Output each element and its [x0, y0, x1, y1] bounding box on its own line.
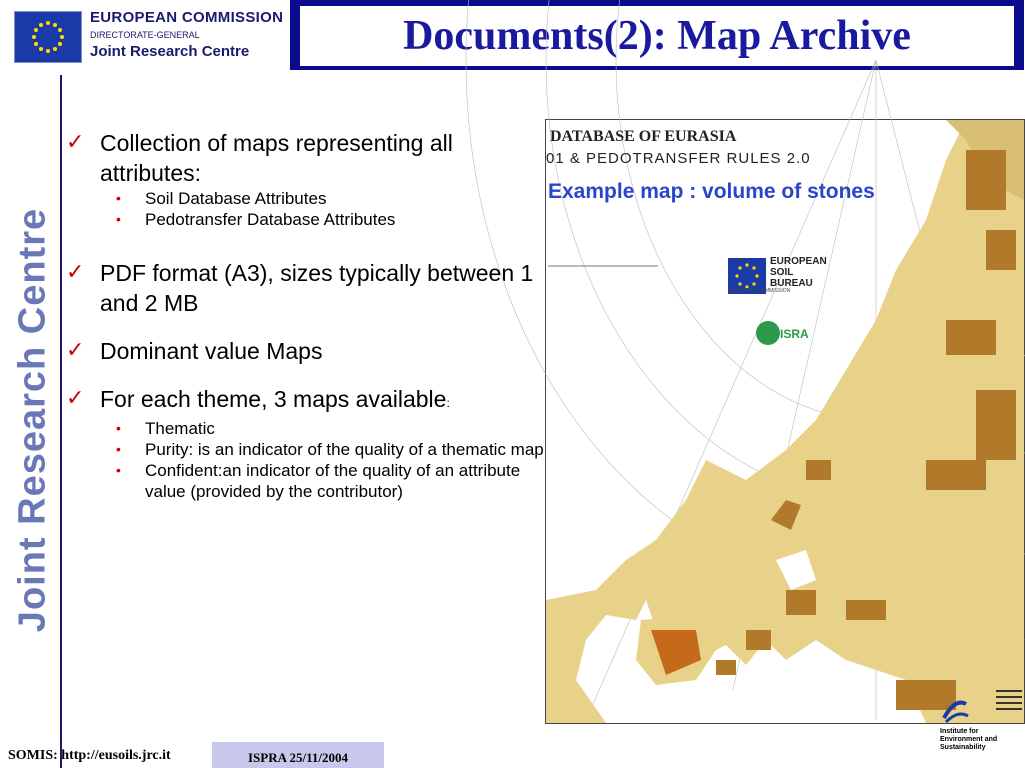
slide-header [0, 0, 1024, 70]
bullet-dot-icon: • [116, 441, 121, 457]
sub-list [66, 418, 544, 502]
org-jrc: Joint Research Centre [90, 43, 250, 60]
sub-item [116, 439, 544, 460]
bullet-dot-icon: • [116, 462, 121, 478]
bullet-suffix: : [446, 396, 450, 410]
ies-logo-icon [940, 696, 970, 724]
sub-item [116, 460, 544, 502]
sub-item [116, 188, 544, 209]
sub-item-text: Pedotransfer Database Attributes [145, 210, 396, 229]
sub-item-text: Thematic [145, 419, 215, 438]
sub-list [66, 188, 544, 230]
bullet-item [66, 336, 544, 366]
footer-date: ISPRA 25/11/2004 [247, 750, 349, 765]
isra-logo-icon [754, 318, 809, 348]
bullet-item [66, 384, 544, 418]
svg-text:ISRA: ISRA [780, 327, 809, 341]
side-divider [60, 75, 62, 768]
bullet-dot-icon: • [116, 211, 121, 227]
org-name: EUROPEAN COMMISSION [90, 9, 284, 26]
ec-logo-block [0, 0, 290, 70]
bullet-text: Dominant value Maps [100, 338, 323, 364]
sub-item [116, 209, 544, 230]
bullet-item [66, 128, 544, 188]
footer-url: SOMIS: http://eusoils.jrc.it [8, 748, 171, 763]
eu-flag-icon [14, 11, 82, 63]
org-directorate: DIRECTORATE-GENERAL [90, 30, 200, 40]
bullet-text: PDF format (A3), sizes typically between 1 and 2 MB [100, 260, 534, 316]
check-icon: ✓ [66, 130, 85, 155]
bullet-text: Collection of maps representing all attributes: [100, 130, 453, 186]
sub-item-text: Purity: is an indicator of the quality of a thematic map [145, 440, 544, 459]
bullet-list [66, 128, 544, 512]
map-caption: Example map : volume of stones [548, 180, 875, 203]
map-graphic [546, 120, 1024, 723]
check-icon: ✓ [66, 386, 85, 411]
ies-logo-text: Institute for Environment and Sustainability [940, 728, 998, 751]
slide-title: Documents(2): Map Archive [403, 13, 911, 59]
title-bar [290, 0, 1024, 70]
sub-item-text: Soil Database Attributes [145, 189, 327, 208]
bullet-dot-icon: • [116, 420, 121, 436]
bullet-item [66, 258, 544, 318]
map-title-line1: DATABASE OF EURASIA [550, 128, 737, 145]
map-title-line2: 01 & PEDOTRANSFER RULES 2.0 [546, 150, 811, 167]
bullet-text: For each theme, 3 maps available [100, 386, 447, 412]
footer-date-box [212, 742, 384, 768]
check-icon: ✓ [66, 338, 85, 363]
esb-logo-text: EUROPEAN SOIL BUREAU [770, 256, 827, 289]
esb-logo-subtext: EUROPEAN COMMISSION [728, 288, 791, 294]
sub-item-text: Confident:an indicator of the quality of an attribute value (provided by the contributor) [145, 461, 521, 501]
bullet-dot-icon: • [116, 190, 121, 206]
eurasia-map-image [545, 119, 1025, 724]
side-vertical-title: Joint Research Centre [11, 207, 54, 633]
sub-item [116, 418, 544, 439]
check-icon: ✓ [66, 260, 85, 285]
